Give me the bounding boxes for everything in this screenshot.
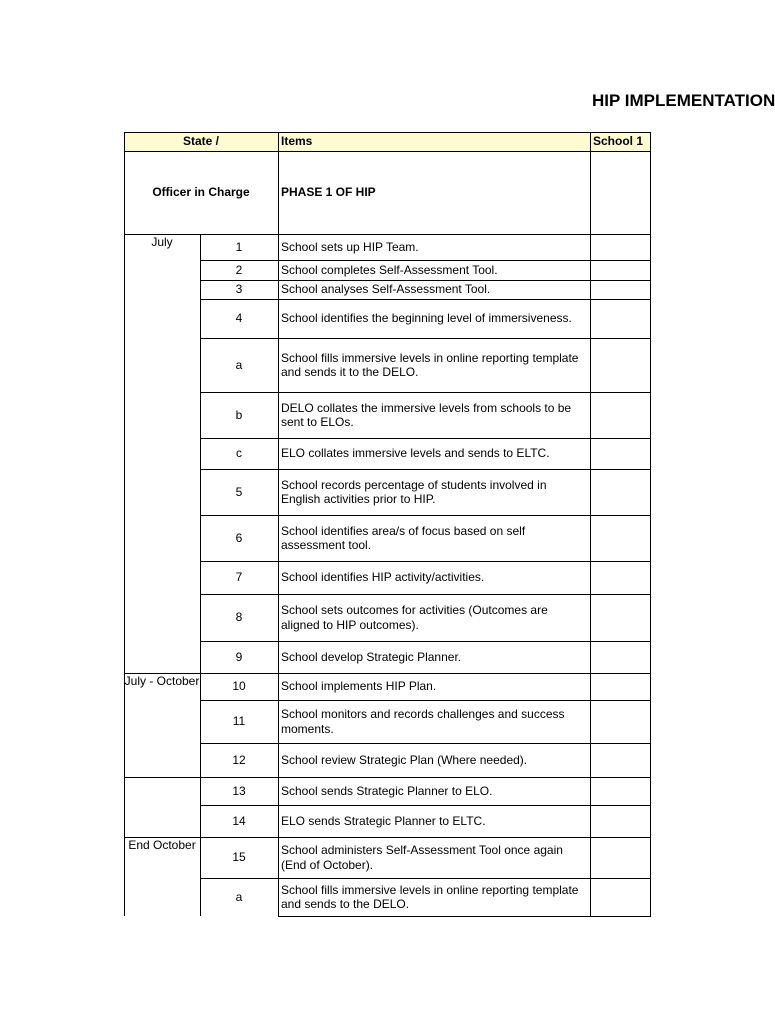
state-label: July [151,235,173,249]
row-item: School completes Self-Assessment Tool. [281,262,498,277]
row-item: School fills immersive levels in online reporting template and sends to the DELO. [281,882,579,911]
row-item: School administers Self-Assessment Tool once again (End of October). [281,843,563,872]
row-item: School identifies area/s of focus based on self assessment tool. [281,523,526,552]
officer-in-charge-label: Officer in Charge [152,185,250,200]
row-item: School review Strategic Plan (Where needed). [281,752,528,767]
row-number: 2 [235,262,243,277]
grid-line [124,132,651,133]
grid-line [278,132,279,916]
grid-line [124,132,125,916]
row-item: School identifies HIP activity/activities. [281,570,485,585]
state-label: July - October [124,674,200,688]
header-state: State / [182,134,219,149]
grid-line [124,151,651,152]
row-number: a [235,357,243,372]
row-number: b [235,407,243,422]
row-number: 3 [235,282,243,297]
header-items: Items [281,134,313,149]
row-number: 5 [235,484,243,499]
header-school: School 1 [593,134,644,149]
row-number: 14 [232,813,246,828]
row-number: 4 [235,311,243,326]
row-item: DELO collates the immersive levels from schools to be sent to ELOs. [281,400,572,429]
row-number: c [236,446,242,461]
grid-line [200,234,201,916]
row-item: School sets up HIP Team. [281,239,419,254]
row-number: 7 [235,570,243,585]
row-item: School implements HIP Plan. [281,679,437,694]
row-item: School sends Strategic Planner to ELO. [281,783,493,798]
row-number: 13 [232,783,246,798]
row-item: School fills immersive levels in online reporting template and sends it to the DELO. [281,350,579,379]
row-number: 1 [235,239,243,254]
row-number: 6 [235,530,243,545]
row-item: ELO sends Strategic Planner to ELTC. [281,813,486,828]
row-item: ELO collates immersive levels and sends to ELTC. [281,446,550,461]
row-item: School records percentage of students involved in English activities prior to HIP. [281,477,547,506]
row-item: School sets outcomes for activities (Outcomes are aligned to HIP outcomes). [281,603,548,632]
row-number: 15 [232,850,246,865]
grid-line [278,916,651,917]
row-item: School identifies the beginning level of immersiveness. [281,311,572,326]
page-title: HIP IMPLEMENTATION [592,91,775,110]
grid-line [590,132,591,916]
row-number: 10 [232,679,246,694]
row-item: School analyses Self-Assessment Tool. [281,282,491,297]
row-item: School develop Strategic Planner. [281,649,462,664]
row-number: a [235,889,243,904]
state-label: End October [128,838,196,852]
row-number: 11 [232,714,246,729]
phase-label: PHASE 1 OF HIP [281,185,376,200]
row-item: School monitors and records challenges and success moments. [281,707,565,736]
row-number: 9 [235,649,243,664]
row-number: 12 [232,752,246,767]
row-number: 8 [235,610,243,625]
grid-line [650,132,651,917]
